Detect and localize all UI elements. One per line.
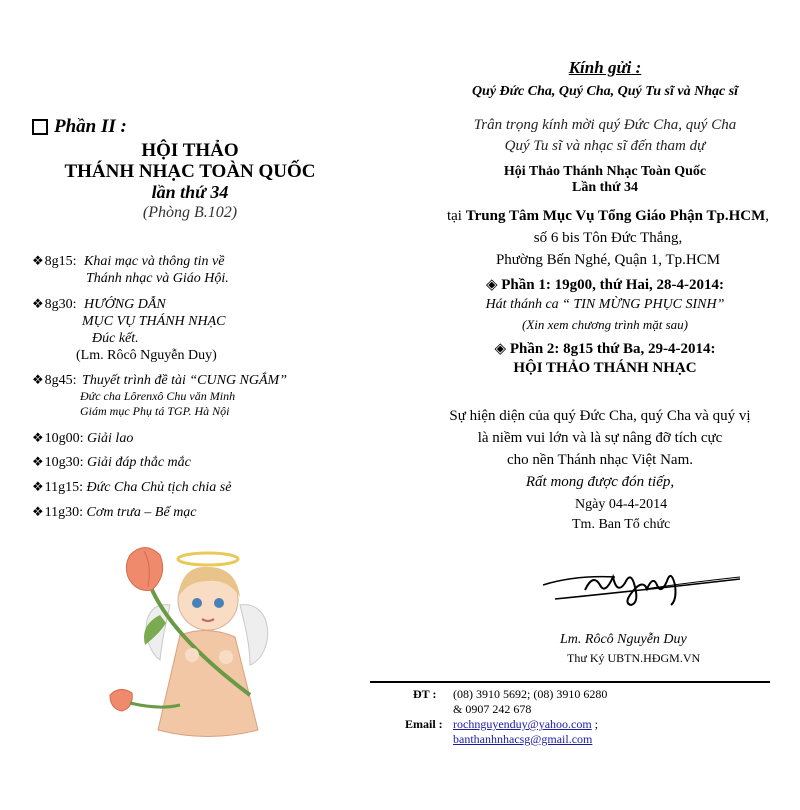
signer-name: Lm. Rôcô Nguyễn Duy (560, 632, 687, 647)
closing-message: Sự hiện diện của quý Đức Cha, quý Cha và quý vị là niềm vui lớn và là sự nâng đỡ tích cực cho nền Thánh nhạc Việt Nam. Rất mong được đón tiếp, (449, 408, 751, 490)
part1-note: (Xin xem chương trình mặt sau) (521, 317, 689, 332)
bullet-icon: ❖ (32, 296, 44, 311)
contact-info: ĐT : (08) 3910 5692; (08) 3910 6280 & 0907 242 678 Email : rochnguyenduy@yahoo.com ; banthanhnhacsg@gmail.com (405, 687, 608, 746)
bullet-icon: ❖ (32, 430, 44, 445)
schedule-item: ❖11g15: Đức Cha Chủ tịch chia sẻ (32, 479, 232, 495)
bullet-icon: ❖ (32, 253, 44, 268)
part2-label: Phần II : (54, 116, 127, 137)
invitation-text: Trân trọng kính mời quý Đức Cha, quý Cha Quý Tu sĩ và nhạc sĩ đến tham dự (473, 117, 737, 154)
part1-schedule: ◈ Phần 1: 19g00, thứ Hai, 28-4-2014: (485, 277, 725, 293)
bullet-icon: ❖ (32, 454, 44, 469)
section-heading-part2 (32, 116, 127, 138)
letter-date: Ngày 04-4-2014 (575, 497, 668, 512)
conference-title (60, 140, 320, 182)
part2-title: HỘI THẢO THÁNH NHẠC (513, 360, 697, 376)
part1-song: Hát thánh ca “ TIN MỪNG PHỤC SINH” (485, 297, 725, 312)
title-line1: HỘI THẢO (141, 140, 239, 161)
schedule-item: ❖8g15: Khai mạc và thông tin về Thánh nhạc và Giáo Hội. (32, 253, 229, 286)
diamond-icon: ◈ (485, 277, 502, 293)
organizer: Tm. Ban Tổ chức (572, 517, 671, 532)
email-link-1[interactable]: rochnguyenduy@yahoo.com (453, 717, 592, 731)
part2-schedule: ◈ Phần 2: 8g15 thứ Ba, 29-4-2014: (494, 341, 716, 357)
bullet-icon: ❖ (32, 504, 44, 519)
title-line2: THÁNH NHẠC TOÀN QUỐC (64, 161, 316, 182)
bullet-icon: ❖ (32, 479, 44, 494)
checkbox-icon (32, 119, 48, 135)
edition-label: lần thứ 34 (151, 182, 229, 202)
schedule-item: ❖10g30: Giải đáp thắc mắc (32, 454, 191, 470)
schedule-item: ❖8g45: Thuyết trình đề tài “CUNG NGẮM” Đức cha Lôrenxô Chu văn Minh Giám mục Phụ tá TGP. Hà Nội (32, 372, 288, 418)
room-label: (Phòng B.102) (142, 204, 238, 221)
angel-illustration (100, 545, 280, 745)
schedule-item: ❖10g00: Giải lao (32, 430, 134, 446)
diamond-icon: ◈ (494, 341, 510, 357)
signer-title: Thư Ký UBTN.HĐGM.VN (567, 651, 701, 665)
divider (370, 681, 770, 683)
signature (535, 555, 745, 610)
schedule-item: ❖11g30: Cơm trưa – Bế mạc (32, 504, 197, 520)
schedule-item: ❖8g30: HƯỚNG DẪN MỤC VỤ THÁNH NHẠC Đúc kết. (Lm. Rôcô Nguyễn Duy) (32, 296, 226, 363)
bullet-icon: ❖ (32, 372, 44, 387)
greeting-heading: Kính gửi : (568, 58, 642, 77)
event-name: Hội Thảo Thánh Nhạc Toàn Quốc Lần thứ 34 (503, 164, 707, 195)
email-link-2[interactable]: banthanhnhacsg@gmail.com (453, 732, 593, 746)
venue-address: tại Trung Tâm Mục Vụ Tổng Giáo Phận Tp.HCM, số 6 bis Tôn Đức Thắng, Phường Bến Nghé, Quận 1, Tp.HCM (446, 208, 770, 268)
recipients: Quý Đức Cha, Quý Cha, Quý Tu sĩ và Nhạc sĩ (471, 84, 739, 99)
